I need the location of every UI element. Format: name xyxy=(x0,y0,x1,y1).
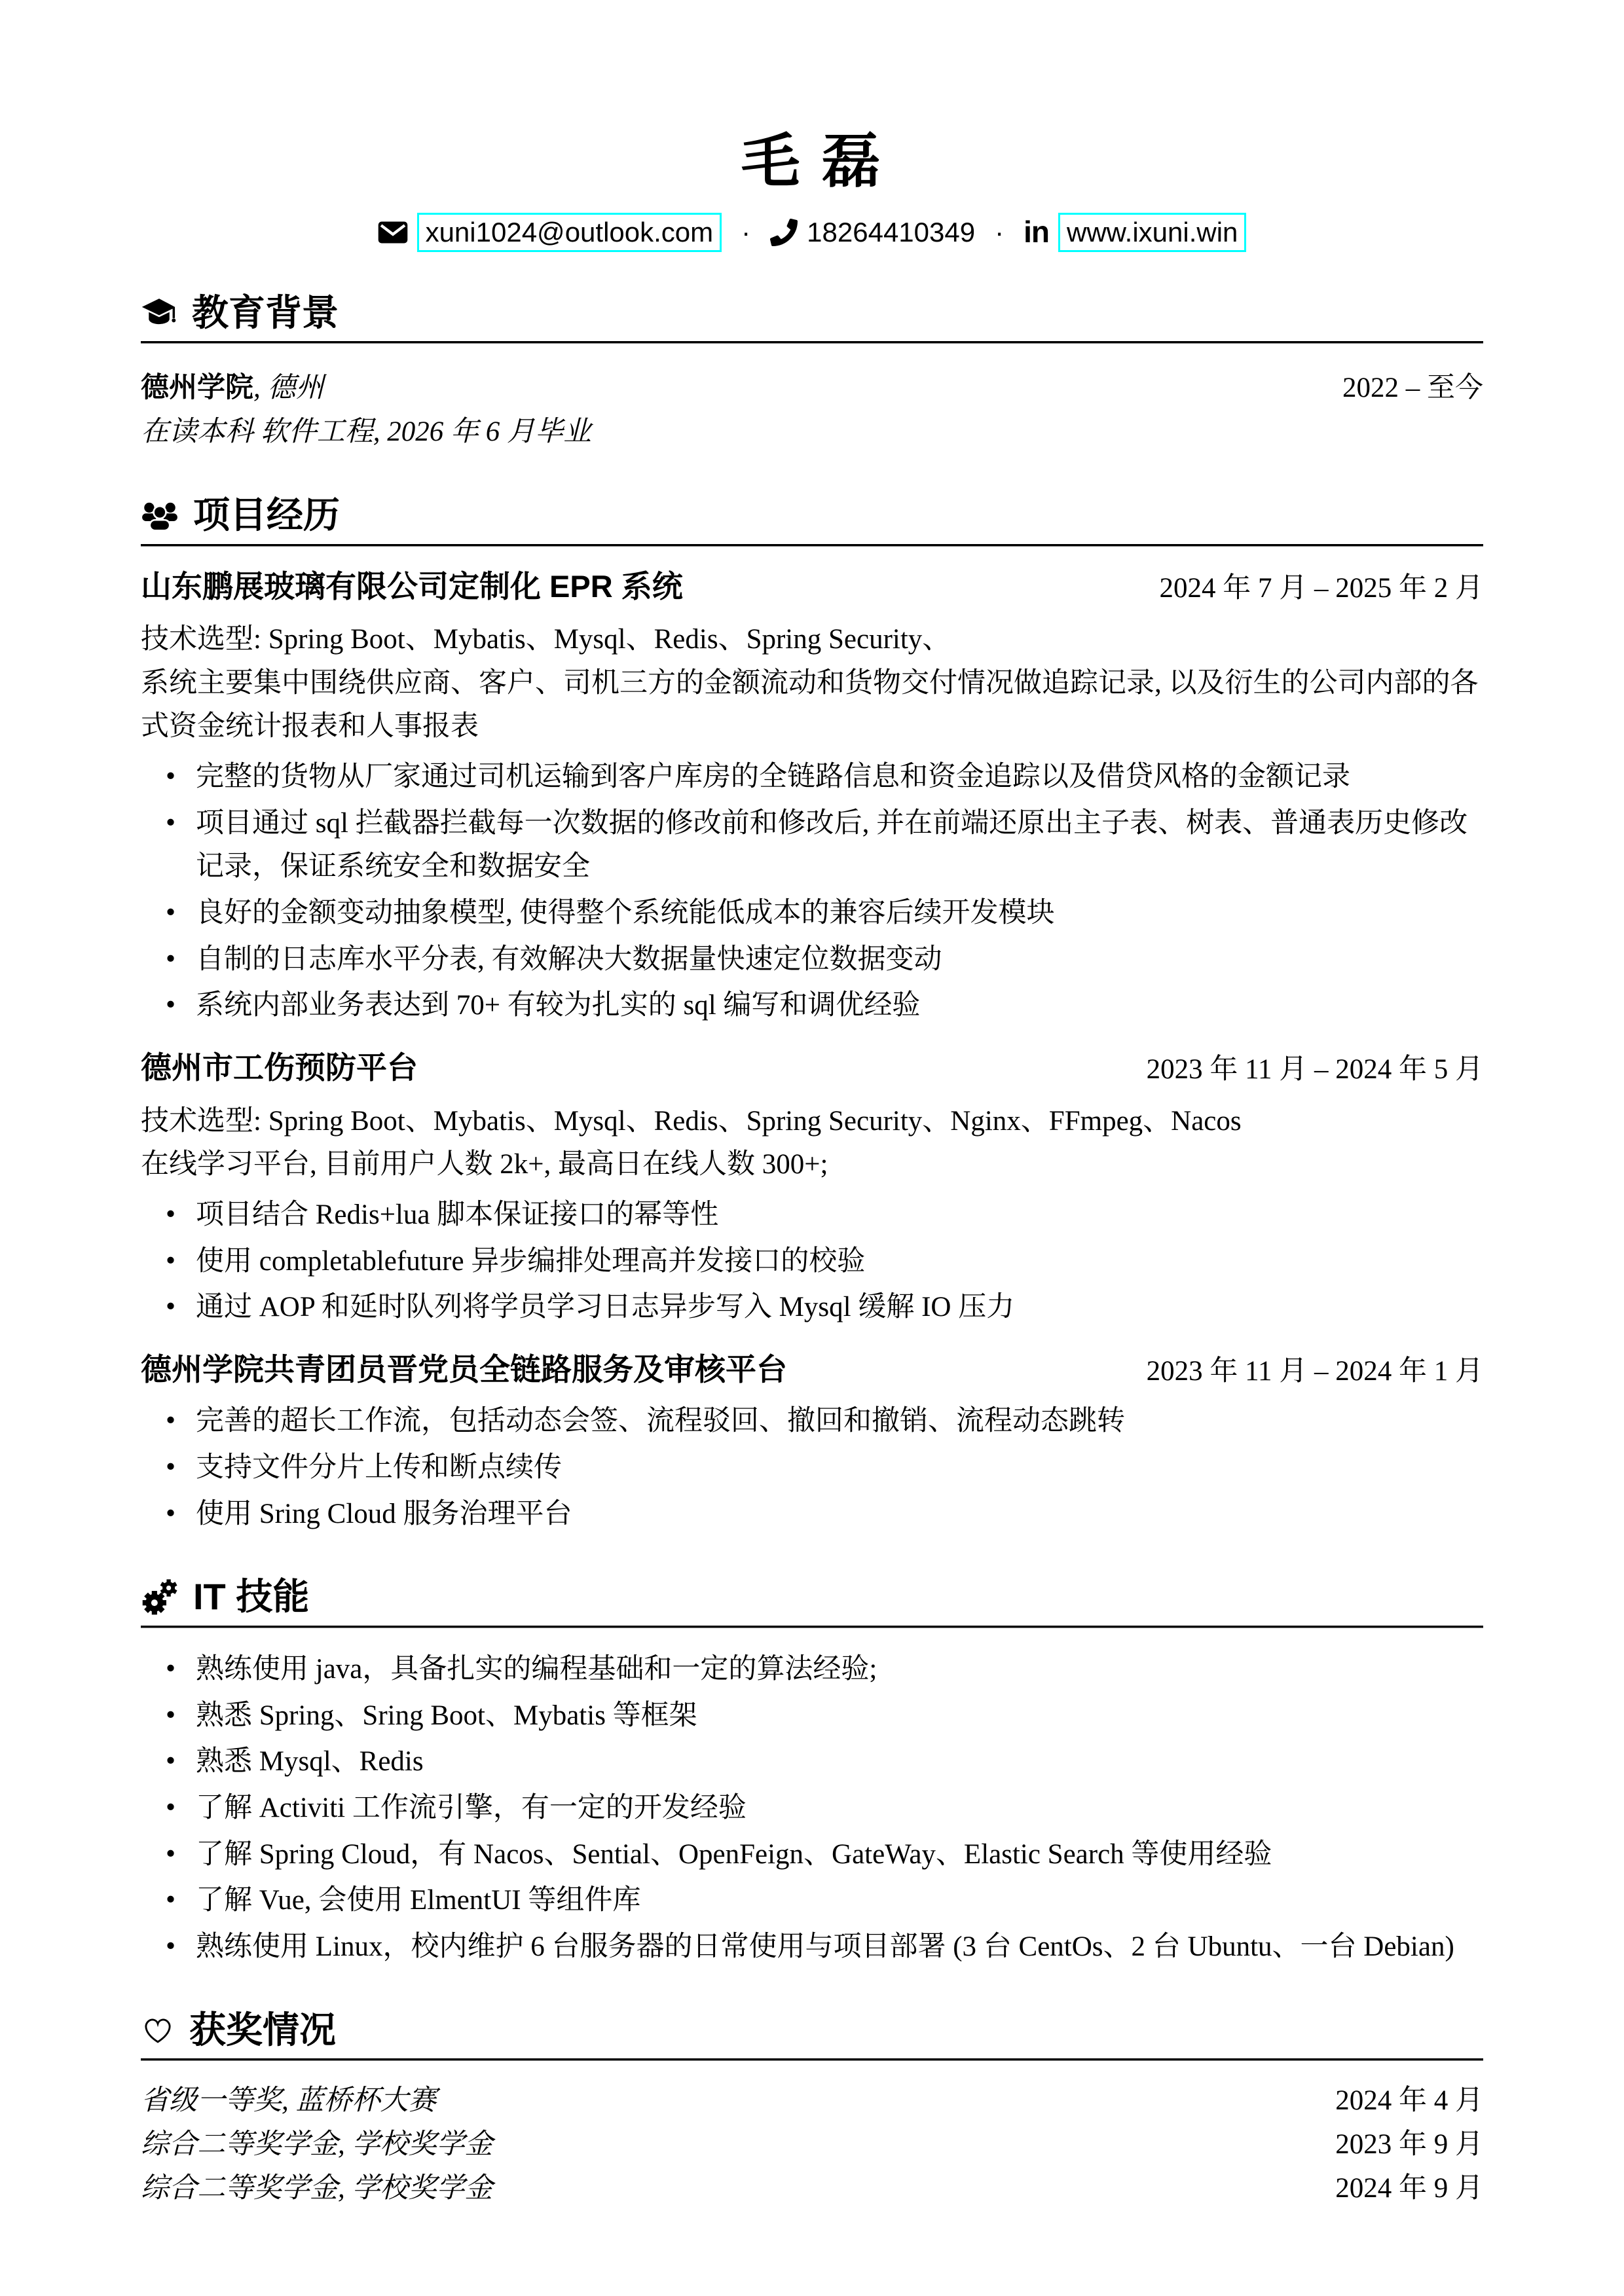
education-date: 2022 – 至今 xyxy=(1342,373,1483,404)
project-bullets xyxy=(141,1400,1483,1536)
school-location: , 德州 xyxy=(253,373,324,404)
section-education xyxy=(141,291,1483,454)
education-row xyxy=(141,366,1483,410)
award-row xyxy=(141,2123,1483,2167)
page-title: 毛 磊 xyxy=(741,129,883,194)
bullet-item: • 系统内部业务表达到 70+ 有较为扎实的 sql 编写和调优经验 xyxy=(196,984,1483,1028)
project-date: 2023 年 11 月 – 2024 年 5 月 xyxy=(1146,1053,1483,1085)
project-bullets xyxy=(141,1194,1483,1330)
award-date: 2024 年 4 月 xyxy=(1335,2085,1483,2117)
project-bullets xyxy=(141,756,1483,1028)
bullet-item: • 通过 AOP 和延时队列将学员学习日志异步写入 Mysql 缓解 IO 压力 xyxy=(196,1286,1483,1330)
email-icon xyxy=(378,221,408,244)
linkedin-icon: in xyxy=(1024,215,1049,249)
bullet-item: • 项目通过 sql 拦截器拦截每一次数据的修改前和修改后, 并在前端还原出主子表、树表、普通表历史修改记录，保证系统安全和数据安全 xyxy=(196,802,1483,889)
award-name: 省级一等奖, 蓝桥杯大赛 xyxy=(141,2085,437,2117)
section-projects xyxy=(141,496,1483,1537)
bullet-item: • 良好的金额变动抽象模型, 使得整个系统能低成本的兼容后续开发模块 xyxy=(196,892,1483,936)
award-row xyxy=(141,2167,1483,2211)
contact-phone xyxy=(770,217,975,247)
school-line xyxy=(141,366,324,410)
bullet-item: • 支持文件分片上传和断点续传 xyxy=(196,1446,1483,1490)
bullet-item: • 项目结合 Redis+lua 脚本保证接口的幂等性 xyxy=(196,1194,1483,1237)
bullet-item: • 了解 Spring Cloud，有 Nacos、Sential、OpenFeign、GateWay、Elastic Search 等使用经验 xyxy=(196,1833,1483,1877)
bullet-item: • 熟悉 Mysql、Redis xyxy=(196,1740,1483,1784)
graduation-cap-icon xyxy=(141,295,177,331)
section-rule xyxy=(141,1626,1483,1628)
degree-line: 在读本科 软件工程, 2026 年 6 月毕业 xyxy=(141,416,591,448)
project-name: 山东鹏展玻璃有限公司定制化 EPR 系统 xyxy=(141,568,683,604)
bullet-item: • 完善的超长工作流，包括动态会签、流程驳回、撤回和撤销、流程动态跳转 xyxy=(196,1400,1483,1444)
skills-bullets xyxy=(141,1648,1483,1969)
project-name: 德州市工伤预防平台 xyxy=(141,1049,418,1085)
section-rule xyxy=(141,544,1483,547)
phone-icon xyxy=(770,219,798,246)
bullet-item: • 了解 Activiti 工作流引擎，有一定的开发经验 xyxy=(196,1787,1483,1831)
award-row xyxy=(141,2079,1483,2123)
bullet-item: • 自制的日志库水平分表, 有效解决大数据量快速定位数据变动 xyxy=(196,938,1483,982)
section-awards xyxy=(141,2011,1483,2211)
bullet-item: • 完整的货物从厂家通过司机运输到客户库房的全链路信息和资金追踪以及借贷风格的金额记录 xyxy=(196,756,1483,799)
awards-section-header xyxy=(141,2011,1483,2050)
bullet-item: • 熟练使用 java，具备扎实的编程基础和一定的算法经验; xyxy=(196,1648,1483,1692)
bullet-item: • 使用 Sring Cloud 服务治理平台 xyxy=(196,1493,1483,1537)
project-item xyxy=(141,1048,1483,1330)
bullet-item: • 使用 completablefuture 异步编排处理高并发接口的校验 xyxy=(196,1240,1483,1284)
section-rule xyxy=(141,341,1483,344)
contact-row xyxy=(141,213,1483,252)
project-tech: 技术选型: Spring Boot、Mybatis、Mysql、Redis、Spring Security、 xyxy=(141,624,951,655)
section-title: IT 技能 xyxy=(193,1576,310,1618)
project-name: 德州学院共青团员晋党员全链路服务及审核平台 xyxy=(141,1351,787,1387)
heart-icon xyxy=(141,2013,175,2047)
project-item xyxy=(141,566,1483,1028)
website-link[interactable]: www.ixuni.win xyxy=(1058,213,1246,252)
users-icon xyxy=(141,498,179,532)
bullet-item: • 熟悉 Spring、Sring Boot、Mybatis 等框架 xyxy=(196,1694,1483,1738)
email-link[interactable]: xuni1024@outlook.com xyxy=(417,213,722,252)
section-skills xyxy=(141,1578,1483,1969)
skills-section-header xyxy=(141,1578,1483,1616)
project-item xyxy=(141,1349,1483,1537)
project-date: 2023 年 11 月 – 2024 年 1 月 xyxy=(1146,1355,1483,1387)
project-date: 2024 年 7 月 – 2025 年 2 月 xyxy=(1159,572,1483,604)
project-tech: 技术选型: Spring Boot、Mybatis、Mysql、Redis、Spring Security、Nginx、FFmpeg、Nacos xyxy=(141,1105,1242,1137)
contact-separator: · xyxy=(995,216,1005,247)
bullet-item: • 了解 Vue, 会使用 ElmentUI 等组件库 xyxy=(196,1879,1483,1923)
section-rule xyxy=(141,2058,1483,2061)
award-name: 综合二等奖学金, 学校奖学金 xyxy=(141,2172,493,2204)
gears-icon xyxy=(141,1578,179,1616)
school-name: 德州学院 xyxy=(141,372,253,404)
bullet-item: • 熟练使用 Linux，校内维护 6 台服务器的日常使用与项目部署 (3 台 CentOs、2 台 Ubuntu、一台 Debian) xyxy=(196,1925,1483,1969)
project-desc: 系统主要集中围绕供应商、客户、司机三方的金额流动和货物交付情况做追踪记录, 以及衍生的公司内部的各式资金统计报表和人事报表 xyxy=(141,667,1479,742)
education-section-header xyxy=(141,291,1483,333)
award-date: 2024 年 9 月 xyxy=(1335,2172,1483,2204)
projects-section-header xyxy=(141,496,1483,535)
section-title: 项目经历 xyxy=(193,494,340,536)
award-name: 综合二等奖学金, 学校奖学金 xyxy=(141,2129,493,2160)
section-title: 教育背景 xyxy=(192,291,339,333)
project-desc: 在线学习平台, 目前用户人数 2k+, 最高日在线人数 300+; xyxy=(141,1149,828,1180)
contact-separator: · xyxy=(741,216,751,247)
phone-number: 18264410349 xyxy=(807,216,976,247)
contact-email xyxy=(378,213,722,252)
section-title: 获奖情况 xyxy=(189,2009,336,2050)
contact-website xyxy=(1024,213,1246,252)
award-date: 2023 年 9 月 xyxy=(1335,2129,1483,2160)
